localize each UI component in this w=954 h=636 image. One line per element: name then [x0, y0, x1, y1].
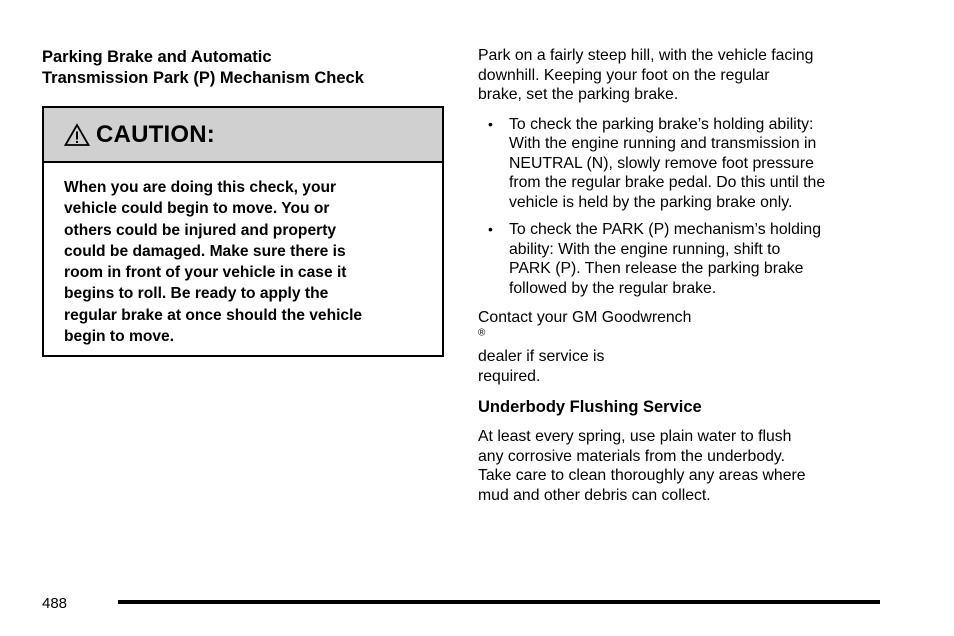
flushing-paragraph — [478, 427, 898, 505]
paragraph-line: Park on a fairly steep hill, with the vehicle facing — [478, 47, 814, 64]
contact-text-end: dealer if service is — [478, 348, 605, 365]
caution-line: begins to roll. Be ready to apply the — [64, 285, 329, 303]
list-item-line: PARK (P). Then release the parking brake — [509, 260, 804, 277]
warning-triangle-icon — [64, 123, 90, 147]
list-item — [478, 115, 898, 213]
contact-text: Contact your GM Goodwrench — [478, 309, 692, 326]
list-item-line: To check the parking brake’s holding ability: — [509, 115, 814, 133]
paragraph-line: Take care to clean thoroughly any areas where — [478, 467, 806, 484]
list-item-line: With the engine running and transmission in — [509, 135, 817, 152]
caution-header — [44, 108, 442, 163]
caution-line: begin to move. — [64, 328, 175, 346]
caution-line: vehicle could begin to move. You or — [64, 200, 330, 218]
page-number: 488 — [42, 595, 68, 612]
caution-line: others could be injured and property — [64, 221, 337, 239]
heading-line: Transmission Park (P) Mechanism Check — [42, 69, 364, 87]
paragraph-line: mud and other debris can collect. — [478, 486, 711, 504]
list-item-line: ability: With the engine running, shift to — [509, 240, 781, 258]
registered-mark: ® — [478, 327, 486, 339]
caution-line: regular brake at once should the vehicle — [64, 306, 363, 324]
subsection-heading: Underbody Flushing Service — [478, 398, 702, 416]
list-item-line: To check the PARK (P) mechanism’s holding — [509, 221, 821, 238]
caution-text — [44, 163, 442, 347]
footer-divider — [118, 600, 880, 604]
caution-box — [42, 106, 444, 357]
list-item-line: NEUTRAL (N), slowly remove foot pressure — [509, 154, 814, 172]
caution-line: When you are doing this check, your — [64, 179, 337, 196]
caution-line: room in front of your vehicle in case it — [64, 264, 347, 282]
paragraph-line: required. — [478, 367, 541, 385]
heading-line: Parking Brake and Automatic — [42, 48, 272, 66]
check-list — [478, 115, 898, 299]
paragraph-line — [478, 308, 898, 367]
list-item-line: followed by the regular brake. — [509, 279, 717, 297]
intro-paragraph — [478, 46, 898, 105]
caution-line: could be damaged. Make sure there is — [64, 242, 346, 260]
paragraph-line: downhill. Keeping your foot on the regular — [478, 66, 770, 84]
section-heading — [42, 47, 452, 89]
paragraph-line: brake, set the parking brake. — [478, 86, 679, 103]
right-column — [478, 46, 898, 505]
list-item-line: vehicle is held by the parking brake only. — [509, 193, 793, 211]
paragraph-line: At least every spring, use plain water to flush — [478, 428, 792, 445]
bullet-icon: • — [488, 221, 493, 237]
list-item-line: from the regular brake pedal. Do this until the — [509, 174, 826, 191]
bullet-icon: • — [488, 115, 493, 132]
list-item — [478, 220, 898, 298]
paragraph-line: any corrosive materials from the underbody. — [478, 447, 786, 465]
caution-title: CAUTION: — [96, 120, 215, 148]
contact-paragraph — [478, 308, 898, 386]
